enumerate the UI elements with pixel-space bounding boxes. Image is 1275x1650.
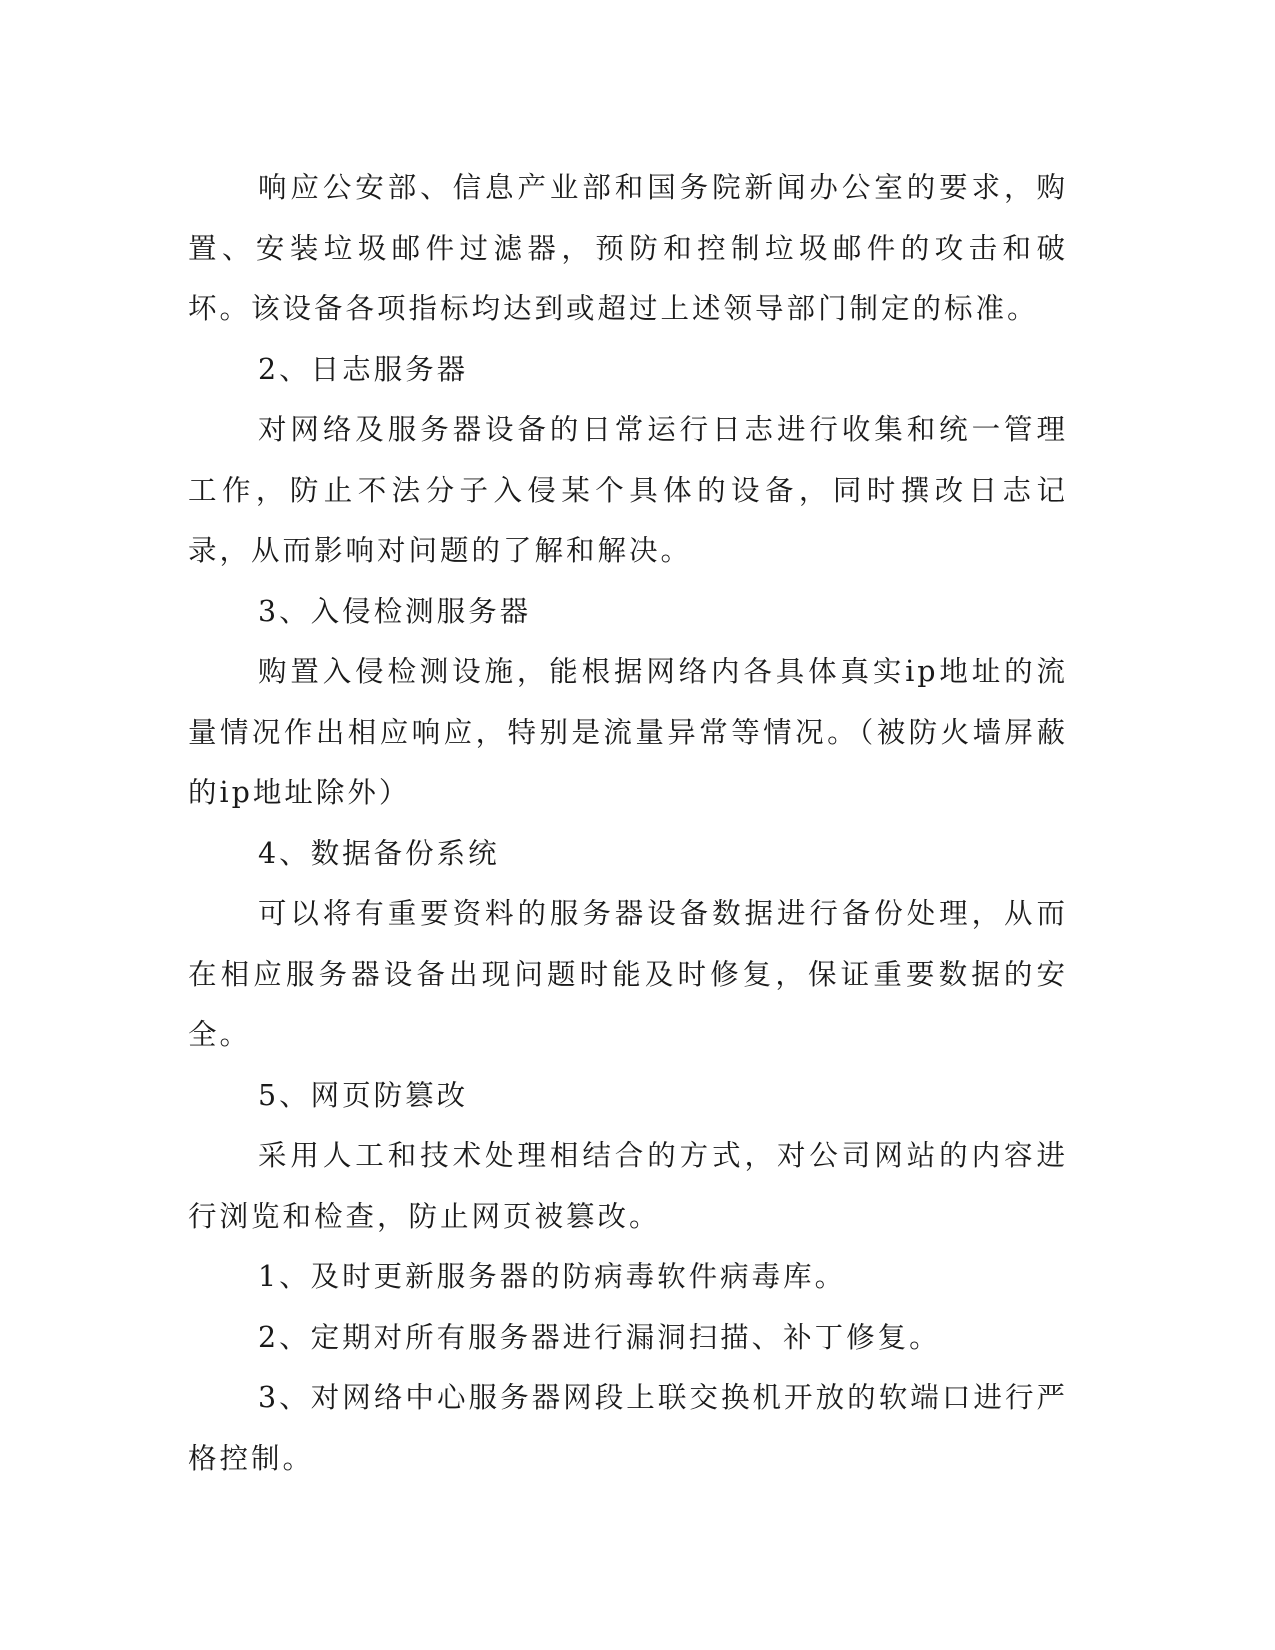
heading-log-server: 2、日志服务器 (258, 352, 469, 386)
paragraph-intrusion-detection: 购置入侵检测设施，能根据网络内各具体真实ip地址的流量情况作出相应响应，特别是流量异常等情况。（被防火墙屏蔽的ip地址除外） (188, 655, 1068, 809)
list-item-vulnerability-scan: 2、定期对所有服务器进行漏洞扫描、补丁修复。 (258, 1320, 941, 1354)
paragraph-spam-filter: 响应公安部、信息产业部和国务院新闻办公室的要求，购置、安装垃圾邮件过滤器，预防和控制垃圾邮件的攻击和破坏。该设备各项指标均达到或超过上述领导部门制定的标准。 (188, 171, 1068, 325)
list-item-antivirus-update: 1、及时更新服务器的防病毒软件病毒库。 (258, 1260, 847, 1293)
document-body (188, 158, 1068, 1489)
paragraph-web-tamper-protection: 采用人工和技术处理相结合的方式，对公司网站的内容进行浏览和检查，防止网页被篡改。 (188, 1139, 1068, 1233)
heading-intrusion-detection: 3、入侵检测服务器 (258, 594, 532, 628)
paragraph-log-server: 对网络及服务器设备的日常运行日志进行收集和统一管理工作，防止不法分子入侵某个具体的设备，同时撰改日志记录，从而影响对问题的了解和解决。 (188, 413, 1068, 567)
heading-data-backup: 4、数据备份系统 (258, 836, 500, 870)
paragraph-data-backup: 可以将有重要资料的服务器设备数据进行备份处理，从而在相应服务器设备出现问题时能及时修复，保证重要数据的安全。 (188, 897, 1068, 1051)
list-item-port-control: 3、对网络中心服务器网段上联交换机开放的软端口进行严格控制。 (188, 1381, 1068, 1475)
heading-web-tamper-protection: 5、网页防篡改 (258, 1078, 469, 1112)
